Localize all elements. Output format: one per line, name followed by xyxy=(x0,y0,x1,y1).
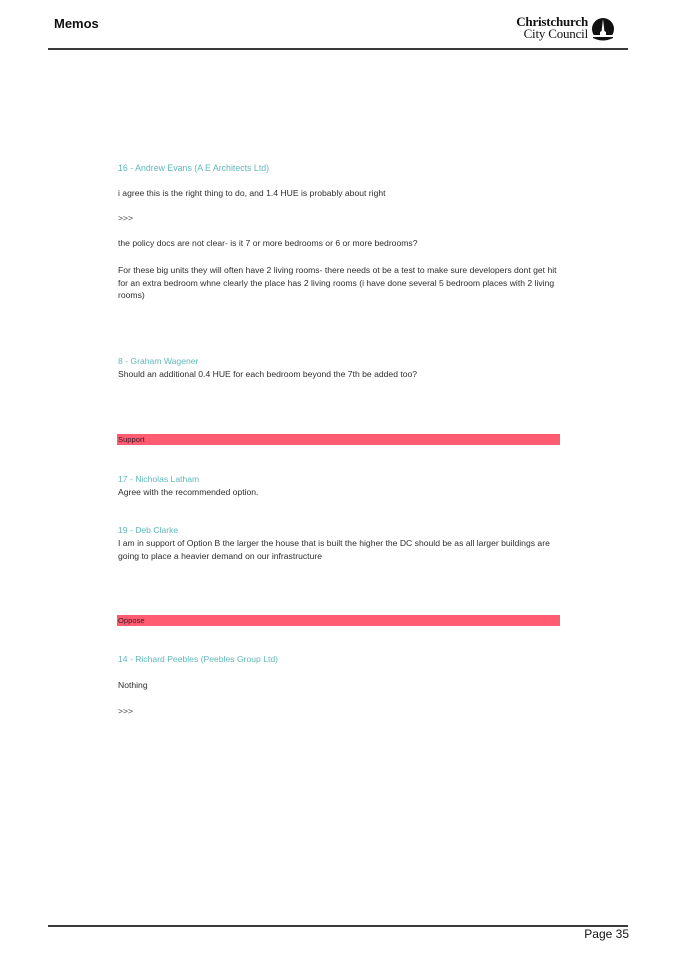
submitter-name: 16 - Andrew Evans (A E Architects Ltd) xyxy=(118,163,270,173)
council-logo xyxy=(514,14,618,46)
submission-comment: i agree this is the right thing to do, and 1.4 HUE is probably about right xyxy=(118,188,386,198)
section-header-oppose: Oppose xyxy=(117,615,560,626)
submission-comment: Should an additional 0.4 HUE for each bedroom beyond the 7th be added too? xyxy=(118,369,418,379)
submission-comment: For these big units they will often have 2 living rooms- there needs ot be a test to make sure developers dont get hit for an extra bedroom whne clearly the place has 2 living rooms (i have done several 5 bedroom places with 2 living rooms) xyxy=(118,265,557,300)
page-number: Page 35 xyxy=(584,927,629,941)
submission-entry xyxy=(118,162,560,175)
submitter-name: 19 - Deb Clarke xyxy=(118,525,179,535)
logo-line-1: Christchurch xyxy=(516,14,588,29)
cathedral-logo-icon xyxy=(590,17,616,43)
logo-line-2: City Council xyxy=(523,26,588,41)
submission-comment: the policy docs are not clear- is it 7 or more bedrooms or 6 or more bedrooms? xyxy=(118,238,418,248)
submitter-name: 17 - Nicholas Latham xyxy=(118,474,200,484)
header-divider xyxy=(48,48,628,50)
section-header-support: Support xyxy=(117,434,560,445)
footer-divider xyxy=(48,925,628,927)
submission-comment: I am in support of Option B the larger the house that is built the higher the DC should be as all larger buildings are going to place a heavier demand on our infrastructure xyxy=(118,538,550,561)
continuation-marker: >>> xyxy=(118,706,134,716)
logo-text xyxy=(516,16,588,40)
submitter-name: 14 - Richard Peebles (Peebles Group Ltd) xyxy=(118,654,279,664)
continuation-marker: >>> xyxy=(118,213,134,223)
submission-comment: Nothing xyxy=(118,680,148,690)
document-header-title: Memos xyxy=(54,16,99,31)
submission-comment: Agree with the recommended option. xyxy=(118,487,259,497)
submitter-name: 8 - Graham Wagener xyxy=(118,356,199,366)
